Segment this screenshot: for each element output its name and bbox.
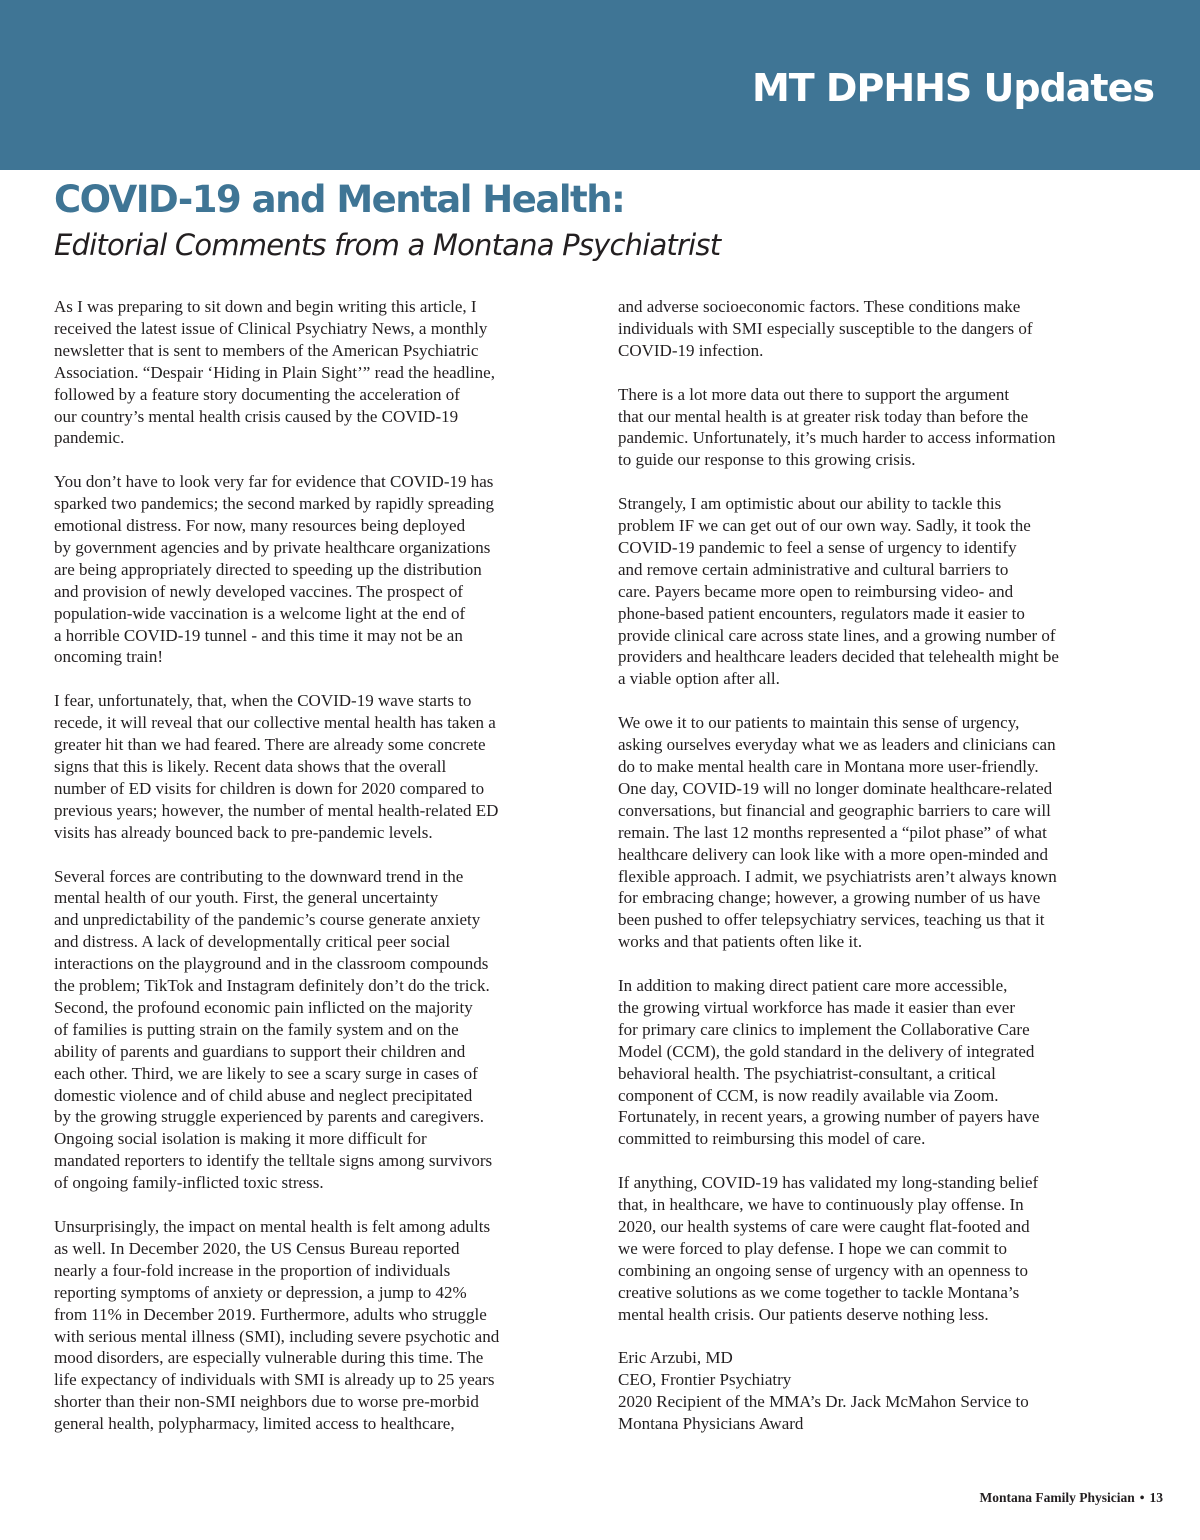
text-line: followed by a feature story documenting the acceleration of — [54, 384, 460, 404]
text-line: As I was preparing to sit down and begin writing this article, I — [54, 297, 477, 316]
text-line: mood disorders, are especially vulnerable during this time. The — [54, 1348, 484, 1368]
text-line: care. Payers became more open to reimbursing video- and — [618, 581, 1014, 601]
text-line: remain. The last 12 months represented a “pilot phase” of what — [618, 822, 1047, 842]
text-line: pandemic. — [54, 428, 125, 448]
text-line: to guide our response to this growing crisis. — [618, 450, 916, 470]
text-line: flexible approach. I admit, we psychiatrists aren’t always known — [618, 866, 1057, 886]
text-line: interactions on the playground and in the classroom compounds — [54, 954, 489, 974]
text-line: the growing virtual workforce has made it easier than ever — [618, 997, 1015, 1017]
article-subtitle: Editorial Comments from a Montana Psychiatrist — [54, 228, 721, 262]
text-line: the problem; TikTok and Instagram definitely don’t do the trick. — [54, 976, 490, 996]
text-line: and adverse socioeconomic factors. These conditions make — [618, 297, 1021, 316]
text-line: that our mental health is at greater risk today than before the — [618, 406, 1029, 426]
text-line: recede, it will reveal that our collective mental health has taken a — [54, 713, 496, 733]
text-line: visits has already bounced back to pre-pandemic levels. — [54, 822, 433, 842]
text-line: a horrible COVID-19 tunnel - and this time it may not be an — [54, 625, 463, 645]
text-line: pandemic. Unfortunately, it’s much harder to access information — [618, 428, 1056, 448]
text-line: There is a lot more data out there to support the argument — [618, 384, 1010, 404]
text-line: provide clinical care across state lines, and a growing number of — [618, 625, 1056, 645]
text-line: problem IF we can get out of our own way. Sadly, it took the — [618, 516, 1031, 536]
paragraph — [618, 1172, 1163, 1325]
paragraph — [618, 384, 1163, 472]
text-line: do to make mental health care in Montana more user-friendly. — [618, 756, 1039, 776]
paragraph — [54, 690, 589, 843]
text-line: Strangely, I am optimistic about our ability to tackle this — [618, 494, 1002, 514]
text-line: previous years; however, the number of mental health-related ED — [54, 800, 499, 820]
text-line: by government agencies and by private healthcare organizations — [54, 537, 491, 557]
paragraph — [618, 975, 1163, 1150]
text-line: newsletter that is sent to members of the American Psychiatric — [54, 340, 479, 360]
text-line: our country’s mental health crisis caused by the COVID-19 — [54, 406, 459, 426]
text-line: 2020, our health systems of care were caught flat-footed and — [618, 1216, 1030, 1236]
paragraph — [54, 866, 589, 1195]
text-line: mental health crisis. Our patients deserve nothing less. — [618, 1304, 989, 1324]
text-line: We owe it to our patients to maintain this sense of urgency, — [618, 713, 1020, 733]
text-line: signs that this is likely. Recent data shows that the overall — [54, 757, 447, 776]
paragraph — [54, 1216, 589, 1435]
text-line: sparked two pandemics; the second marked by rapidly spreading — [54, 494, 494, 514]
text-line: number of ED visits for children is down for 2020 compared to — [54, 778, 485, 798]
article-title: COVID-19 and Mental Health: — [54, 178, 625, 221]
text-line: greater hit than we had feared. There are already some concrete — [54, 735, 486, 755]
signature-line: Montana Physicians Award — [618, 1414, 804, 1434]
signature-line: Eric Arzubi, MD — [618, 1348, 733, 1368]
text-line: each other. Third, we are likely to see a scary surge in cases of — [54, 1063, 478, 1083]
text-line: component of CCM, is now readily available via Zoom. — [618, 1085, 999, 1105]
paragraph — [54, 471, 589, 668]
text-line: reporting symptoms of anxiety or depression, a jump to 42% — [54, 1282, 467, 1302]
text-line: oncoming train! — [54, 647, 164, 667]
text-line: that, in healthcare, we have to continuously play offense. In — [618, 1195, 1024, 1215]
text-line: phone-based patient encounters, regulators made it easier to — [618, 603, 1025, 623]
text-line: shorter than their non-SMI neighbors due to worse pre-morbid — [54, 1392, 479, 1412]
text-line: COVID-19 infection. — [618, 340, 764, 360]
text-line: and distress. A lack of developmentally critical peer social — [54, 932, 451, 952]
right-column-paragraphs — [618, 296, 1163, 1326]
section-title: MT DPHHS Updates — [751, 66, 1154, 110]
page-number: 13 — [1149, 1490, 1163, 1505]
text-line: received the latest issue of Clinical Psychiatry News, a monthly — [54, 318, 488, 338]
text-line: of ongoing family-inflicted toxic stress. — [54, 1173, 324, 1193]
text-line: providers and healthcare leaders decided that telehealth might be — [618, 647, 1059, 667]
footer-bullet: • — [1139, 1490, 1145, 1505]
text-line: In addition to making direct patient care more accessible, — [618, 976, 1008, 996]
publication-name: Montana Family Physician — [979, 1490, 1135, 1505]
text-line: are being appropriately directed to speeding up the distribution — [54, 559, 482, 579]
text-line: and unpredictability of the pandemic’s course generate anxiety — [54, 910, 481, 930]
text-line: nearly a four-fold increase in the proportion of individuals — [54, 1260, 451, 1280]
text-line: individuals with SMI especially susceptible to the dangers of — [618, 318, 1033, 338]
text-line: works and that patients often like it. — [618, 932, 863, 952]
text-line: Unsurprisingly, the impact on mental health is felt among adults — [54, 1217, 491, 1236]
paragraph — [618, 712, 1163, 953]
text-line: domestic violence and of child abuse and neglect precipitated — [54, 1085, 473, 1105]
text-line: One day, COVID-19 will no longer dominate healthcare-related — [618, 778, 1053, 798]
text-line: emotional distress. For now, many resources being deployed — [54, 516, 466, 536]
text-line: and provision of newly developed vaccines. The prospect of — [54, 581, 463, 601]
text-line: conversations, but financial and geographic barriers to care will — [618, 800, 1051, 820]
text-line: Model (CCM), the gold standard in the delivery of integrated — [618, 1041, 1035, 1061]
text-line: I fear, unfortunately, that, when the COVID-19 wave starts to — [54, 691, 472, 711]
text-line: of families is putting strain on the family system and on the — [54, 1019, 459, 1039]
text-line: general health, polypharmacy, limited access to healthcare, — [54, 1414, 455, 1434]
text-line: combining an ongoing sense of urgency with an openness to — [618, 1260, 1028, 1280]
text-line: mental health of our youth. First, the general uncertainty — [54, 888, 439, 908]
text-line: been pushed to offer telepsychiatry services, teaching us that it — [618, 910, 1045, 930]
text-line: we were forced to play defense. I hope we can commit to — [618, 1238, 1007, 1258]
text-line: population-wide vaccination is a welcome light at the end of — [54, 603, 466, 623]
text-line: If anything, COVID-19 has validated my long-standing belief — [618, 1173, 1039, 1193]
text-line: committed to reimbursing this model of care. — [618, 1129, 926, 1149]
text-line: Second, the profound economic pain inflicted on the majority — [54, 997, 473, 1017]
header-band — [0, 0, 1200, 170]
text-line: by the growing struggle experienced by parents and caregivers. — [54, 1107, 485, 1127]
text-line: Ongoing social isolation is making it more difficult for — [54, 1129, 427, 1149]
text-line: as well. In December 2020, the US Census Bureau reported — [54, 1238, 460, 1258]
text-line: behavioral health. The psychiatrist-consultant, a critical — [618, 1063, 996, 1083]
text-line: for primary care clinics to implement the Collaborative Care — [618, 1019, 1030, 1039]
text-line: and remove certain administrative and cultural barriers to — [618, 559, 1009, 579]
text-line: from 11% in December 2019. Furthermore, adults who struggle — [54, 1304, 487, 1324]
paragraph — [54, 296, 589, 449]
author-signature — [618, 1347, 1163, 1435]
text-line: You don’t have to look very far for evidence that COVID-19 has — [54, 472, 494, 492]
paragraph — [618, 493, 1163, 690]
text-line: life expectancy of individuals with SMI is already up to 25 years — [54, 1370, 495, 1390]
signature-line: 2020 Recipient of the MMA’s Dr. Jack McMahon Service to — [618, 1392, 1029, 1412]
text-line: mandated reporters to identify the telltale signs among survivors — [54, 1151, 493, 1171]
text-line: Association. “Despair ‘Hiding in Plain Sight’” read the headline, — [54, 362, 495, 382]
signature-line: CEO, Frontier Psychiatry — [618, 1370, 792, 1390]
text-line: ability of parents and guardians to support their children and — [54, 1041, 466, 1061]
right-column — [618, 296, 1163, 1435]
text-line: asking ourselves everyday what we as leaders and clinicians can — [618, 735, 1056, 755]
text-line: COVID-19 pandemic to feel a sense of urgency to identify — [618, 537, 1017, 557]
text-line: for embracing change; however, a growing number of us have — [618, 888, 1041, 908]
left-column — [54, 296, 589, 1457]
text-line: a viable option after all. — [618, 669, 780, 689]
text-line: Several forces are contributing to the downward trend in the — [54, 866, 464, 886]
text-line: with serious mental illness (SMI), including severe psychotic and — [54, 1326, 500, 1346]
paragraph — [618, 296, 1163, 362]
text-line: Fortunately, in recent years, a growing number of payers have — [618, 1107, 1040, 1127]
text-line: healthcare delivery can look like with a more open-minded and — [618, 844, 1049, 864]
page-footer — [980, 1490, 1164, 1506]
text-line: creative solutions as we come together to tackle Montana’s — [618, 1282, 1020, 1302]
